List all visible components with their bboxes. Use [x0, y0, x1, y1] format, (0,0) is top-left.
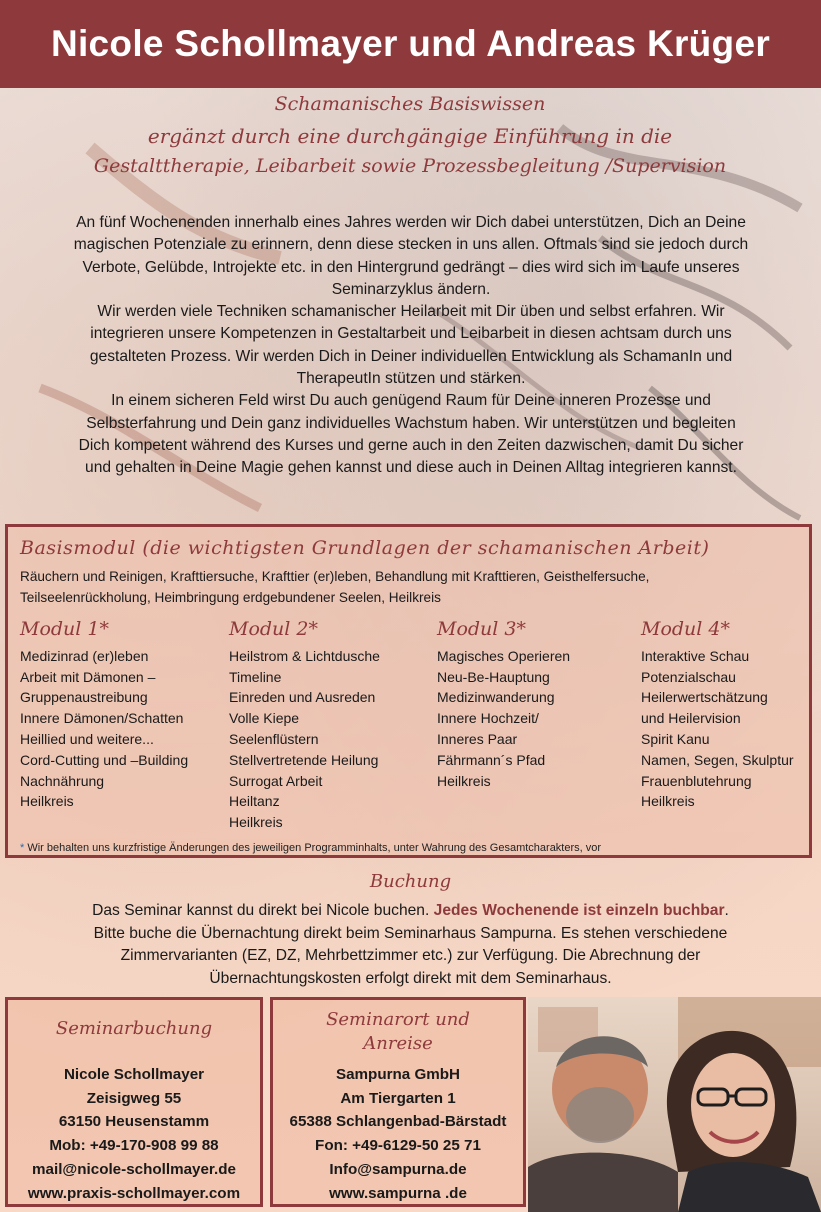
module-item: Medizinwanderung [437, 689, 555, 706]
booking-line-2: Bitte buche die Übernachtung direkt beim Seminarhaus Sampurna. Es stehen verschiedene [93, 924, 728, 942]
venue-street: Am Tiergarten 1 [340, 1089, 456, 1107]
disclaimer-note [20, 842, 601, 854]
module-item: Heilkreis [229, 814, 283, 831]
module-2-column [229, 619, 380, 833]
booking-line-3: Zimmervarianten (EZ, DZ, Mehrbettzimmer etc.) zur Verfügung. Die Abrechnung der [120, 947, 701, 964]
module-1-column [20, 619, 188, 812]
portrait-photo [528, 997, 821, 1212]
subtitle-line-2: ergänzt durch eine durchgängige Einführung in die [147, 124, 673, 148]
intro-line: Verbote, Gelübde, Introjekte etc. in den Hintergrund gedrängt – dies wird sich im Laufe unseres [82, 258, 740, 276]
venue-email-link[interactable]: Info@sampurna.de [329, 1160, 467, 1178]
basismodul-line-2: Teilseelenrückholung, Heimbringung erdgebundener Seelen, Heilkreis [20, 589, 441, 605]
intro-line: Dich kompetent während des Kurses und gerne auch in den Zeiten dazwischen, damit Du sicher [78, 436, 744, 454]
contact-website-link[interactable]: www.praxis-schollmayer.com [27, 1184, 241, 1202]
seminarort-title [273, 1008, 523, 1056]
intro-line: und gehalten in Deine Magie gehen kannst und diese auch in Deinen Alltag integrieren kannst. [85, 459, 737, 477]
module-item: Einreden und Ausreden [229, 689, 376, 706]
module-item: Innere Dämonen/Schatten [20, 710, 184, 727]
booking-line-1-text: Das Seminar kannst du direkt bei Nicole buchen. [92, 902, 434, 919]
module-item: Arbeit mit Dämonen – [20, 668, 156, 685]
module-item: Inneres Paar [437, 730, 518, 747]
module-item: Heillied und weitere... [20, 730, 154, 747]
venue-name: Sampurna GmbH [335, 1066, 461, 1083]
module-item: Frauenblutehrung [641, 772, 752, 789]
seminarbuchung-title: Seminarbuchung [55, 1018, 213, 1039]
venue-website-link[interactable]: www.sampurna .de [329, 1184, 467, 1202]
module-item: Medizinrad (er)leben [20, 647, 149, 664]
module-item: Volle Kiepe [229, 710, 300, 727]
intro-line: integrieren unsere Kompetenzen in Gestaltarbeit und Leibarbeit in diesen achtsam durch uns [90, 325, 732, 343]
booking-line-1-end: . [724, 902, 729, 919]
venue-city: 65388 Schlangenbad-Bärstadt [289, 1113, 507, 1131]
module-item: Heiltanz [229, 793, 280, 810]
module-item: Heilkreis [20, 793, 74, 810]
portrait-illustration [528, 997, 821, 1212]
seminarort-title-line-2: Anreise [363, 1033, 433, 1054]
module-item: Stellvertretende Heilung [229, 751, 379, 768]
module-item: Timeline [229, 668, 282, 685]
header-title: Nicole Schollmayer und Andreas Krüger [50, 23, 771, 64]
intro-line: An fünf Wochenenden innerhalb eines Jahres werden wir Dich dabei unterstützen, Dich an Deine [76, 214, 746, 231]
intro-text [18, 212, 804, 480]
subtitle-line-1: Schamanisches Basiswissen [274, 93, 546, 115]
seminarbuchung-card [5, 997, 263, 1207]
basismodul-title: Basismodul (die wichtigsten Grundlagen der schamanischen Arbeit) [20, 537, 710, 559]
intro-line: Seminarzyklus ändern. [331, 280, 491, 298]
seminarort-card [270, 997, 526, 1207]
booking-title: Buchung [369, 871, 452, 892]
contact-name: Nicole Schollmayer [63, 1066, 205, 1083]
contact-email-link[interactable]: mail@nicole-schollmayer.de [32, 1160, 236, 1178]
module-item: Interaktive Schau [641, 647, 750, 664]
intro-line: gestalteten Prozess. Wir werden Dich in Deiner individuellen Entwicklung als SchamanIn und [89, 347, 733, 365]
module-item: Heilkreis [641, 793, 695, 810]
intro-line: magischen Potenziale zu erinnern, denn diese stecken in uns allen. Oftmals sind sie jedoch durch [73, 236, 749, 254]
seminarort-title-line-1: Seminarort und [326, 1009, 470, 1030]
module-3-column [437, 619, 570, 791]
page-header [0, 0, 821, 88]
venue-phone: Fon: +49-6129-50 25 71 [315, 1137, 481, 1155]
contact-city: 63150 Heusenstamm [58, 1113, 210, 1131]
basismodul-description [20, 567, 800, 608]
booking-text [20, 900, 801, 990]
module-4-title: Modul 4* [641, 618, 730, 640]
module-item: und Heilervision [641, 710, 741, 727]
module-item: Magisches Operieren [437, 647, 571, 664]
intro-line: TherapeutIn stützen und stärken. [296, 370, 526, 388]
contact-phone: Mob: +49-170-908 99 88 [49, 1137, 219, 1155]
module-1-title: Modul 1* [20, 618, 109, 640]
booking-highlight: Jedes Wochenende ist einzeln buchbar [433, 902, 725, 919]
booking-line-4: Übernachtungskosten erfolgt direkt mit dem Seminarhaus. [209, 969, 612, 987]
basismodul-line-1: Räuchern und Reinigen, Krafttiersuche, Krafttier (er)leben, Behandlung mit Krafttieren, Geisthelfersuche, [20, 569, 650, 584]
module-4-column [641, 619, 794, 812]
intro-line: Wir werden viele Techniken schamanischer Heilarbeit mit Dir üben und selbst erfahren. Wir [97, 303, 725, 321]
module-item: Heilkreis [437, 772, 491, 789]
module-item: Heilstrom & Lichtdusche [229, 647, 380, 664]
module-2-title: Modul 2* [229, 618, 318, 640]
module-item: Innere Hochzeit/ [437, 710, 539, 727]
module-item: Nachnährung [20, 772, 105, 789]
modules-box [5, 524, 812, 858]
module-item: Neu-Be-Hauptung [437, 668, 550, 685]
module-item: Surrogat Arbeit [229, 772, 323, 789]
module-item: Cord-Cutting und –Building [20, 751, 189, 768]
module-item: Fährmann´s Pfad [437, 751, 546, 768]
intro-line: Selbsterfahrung und Dein ganz individuelles Wachstum haben. Wir unterstützen und begleiten [86, 414, 736, 432]
note-asterisk: * [20, 842, 25, 854]
module-item: Gruppenaustreibung [20, 689, 148, 706]
booking-line-1 [20, 900, 801, 923]
module-3-title: Modul 3* [437, 618, 526, 640]
module-item: Heilerwertschätzung [641, 689, 768, 706]
intro-line: In einem sicheren Feld wirst Du auch genügend Raum für Deine inneren Prozesse und [111, 392, 711, 410]
subtitle-line-3: Gestalttherapie, Leibarbeit sowie Prozessbegleitung /Supervision [93, 155, 727, 177]
module-item: Potenzialschau [641, 668, 736, 685]
seminarort-contact [273, 1063, 523, 1205]
seminarbuchung-contact [8, 1063, 260, 1205]
contact-street: Zeisigweg 55 [86, 1089, 182, 1107]
module-item: Namen, Segen, Skulptur [641, 751, 794, 768]
module-item: Seelenflüstern [229, 730, 319, 747]
note-text: Wir behalten uns kurzfristige Änderungen des jeweiligen Programminhalts, unter Wahrung des Gesamtcharakters, vor [27, 842, 602, 854]
module-item: Spirit Kanu [641, 730, 710, 747]
